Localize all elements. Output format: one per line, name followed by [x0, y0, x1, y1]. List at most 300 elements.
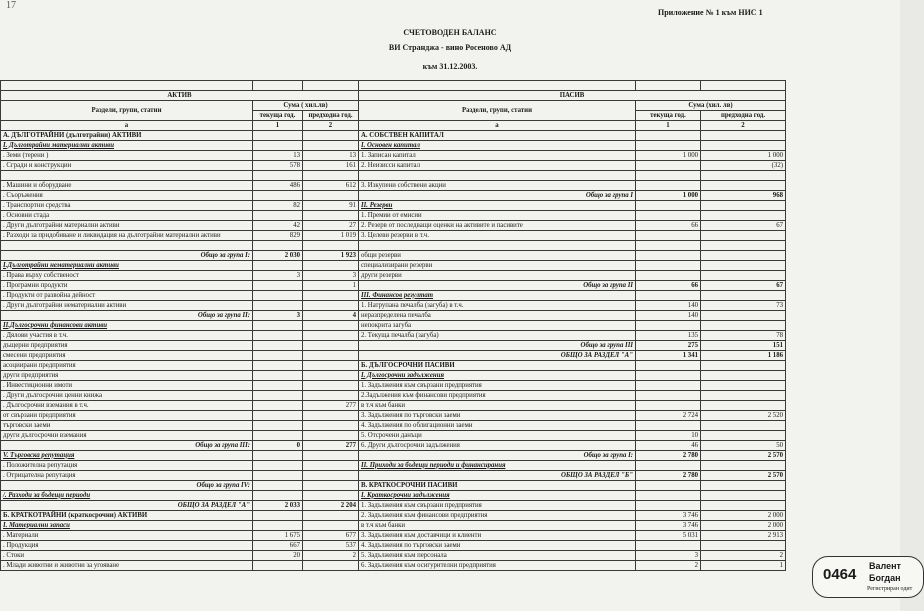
liability-previous-value: [701, 461, 786, 471]
liability-current-value: [636, 401, 701, 411]
header-gap: [303, 81, 359, 91]
table-row: [1, 201, 786, 211]
liabilities-sections-header: Раздели, групи, статии: [359, 101, 636, 121]
liability-current-value: [636, 231, 701, 241]
table-row: [1, 211, 786, 221]
asset-item-label: . Машини и оборудване: [1, 181, 253, 191]
liability-current-value: [636, 211, 701, 221]
asset-current-value: [253, 381, 303, 391]
liability-previous-value: [701, 231, 786, 241]
header-gap: [359, 81, 636, 91]
liability-previous-value: [701, 181, 786, 191]
table-row: [1, 291, 786, 301]
asset-previous-value: [303, 491, 359, 501]
table-row: [1, 491, 786, 501]
liability-current-value: [636, 261, 701, 271]
asset-current-value: 2 033: [253, 501, 303, 511]
table-header: [1, 81, 786, 131]
liability-current-value: 2 724: [636, 411, 701, 421]
asset-previous-value: [303, 351, 359, 361]
liability-previous-value: [701, 421, 786, 431]
liability-current-value: [636, 501, 701, 511]
asset-previous-value: [303, 431, 359, 441]
asset-previous-value: 13: [303, 151, 359, 161]
liability-current-value: [636, 491, 701, 501]
asset-previous-value: 1: [303, 281, 359, 291]
liability-previous-value: [701, 361, 786, 371]
liability-item-label: 2. Неизиссн капитал: [359, 161, 636, 171]
asset-current-value: 829: [253, 231, 303, 241]
liability-item-label: 1. Задължения към свързани предприятия: [359, 381, 636, 391]
liability-previous-value: 1 186: [701, 351, 786, 361]
col-1-label: 1: [636, 121, 701, 131]
liability-item-label: 6. Задължения към осигурителни предприятия: [359, 561, 636, 571]
table-row: [1, 171, 786, 181]
asset-item-label: [1, 241, 253, 251]
table-row: [1, 231, 786, 241]
liability-item-label: 3. Задължения към доставчици и клиенти: [359, 531, 636, 541]
liability-item-label: ІІ. Резерви: [359, 201, 636, 211]
asset-current-value: [253, 451, 303, 461]
liability-current-value: [636, 361, 701, 371]
liability-item-label: І. Основен капитал: [359, 141, 636, 151]
liability-item-label: 3. Целеви резерви в т.ч.: [359, 231, 636, 241]
table-row: [1, 461, 786, 471]
asset-current-value: [253, 561, 303, 571]
asset-current-value: [253, 131, 303, 141]
asset-previous-value: 4: [303, 311, 359, 321]
table-body: [1, 131, 786, 571]
asset-item-label: . Продукция: [1, 541, 253, 551]
liability-current-value: [636, 201, 701, 211]
liability-current-value: [636, 371, 701, 381]
table-row: [1, 451, 786, 461]
liability-item-label: А. СОБСТВЕН КАПИТАЛ: [359, 131, 636, 141]
table-row: [1, 441, 786, 451]
liability-current-value: [636, 251, 701, 261]
liability-current-value: [636, 321, 701, 331]
liability-current-value: 66: [636, 281, 701, 291]
liability-item-label: други резерви: [359, 271, 636, 281]
table-row: [1, 141, 786, 151]
liability-current-value: [636, 421, 701, 431]
asset-previous-value: [303, 321, 359, 331]
liability-previous-value: 2 570: [701, 471, 786, 481]
table-row: [1, 361, 786, 371]
asset-current-value: 578: [253, 161, 303, 171]
asset-current-value: [253, 471, 303, 481]
liability-previous-value: [701, 481, 786, 491]
asset-previous-value: [303, 141, 359, 151]
table-row: [1, 401, 786, 411]
asset-previous-value: [303, 171, 359, 181]
liability-item-label: в т.ч към банки: [359, 521, 636, 531]
liability-item-label: 4. Задължения по търговски заеми: [359, 541, 636, 551]
asset-item-label: смесени предприятия: [1, 351, 253, 361]
liability-current-value: [636, 271, 701, 281]
liability-current-value: [636, 391, 701, 401]
liability-item-label: В. КРАТКОСРОЧНИ ПАСИВИ: [359, 481, 636, 491]
asset-current-value: 13: [253, 151, 303, 161]
liability-current-value: 3 746: [636, 521, 701, 531]
asset-current-value: 2 030: [253, 251, 303, 261]
asset-previous-value: [303, 331, 359, 341]
asset-current-value: 486: [253, 181, 303, 191]
asset-item-label: . Съоръжения: [1, 191, 253, 201]
liability-previous-value: [701, 311, 786, 321]
asset-previous-value: [303, 521, 359, 531]
liability-previous-value: [701, 271, 786, 281]
corner-mark: 17: [6, 0, 16, 11]
table-row: [1, 191, 786, 201]
asset-item-label: . Стоки: [1, 551, 253, 561]
asset-current-value: [253, 341, 303, 351]
assets-header: АКТИВ: [1, 91, 359, 101]
table-row: [1, 331, 786, 341]
asset-previous-value: 3: [303, 271, 359, 281]
asset-current-value: [253, 321, 303, 331]
liability-previous-value: 67: [701, 221, 786, 231]
table-row: [1, 381, 786, 391]
asset-current-value: [253, 261, 303, 271]
asset-previous-value: 677: [303, 531, 359, 541]
liability-item-label: 1. Премии от емисии: [359, 211, 636, 221]
assets-previous-header: предходна год.: [303, 111, 359, 121]
asset-item-label: Общо за група ІV:: [1, 481, 253, 491]
liability-previous-value: 2 913: [701, 531, 786, 541]
asset-previous-value: [303, 371, 359, 381]
liability-item-label: 5. Отсрочени данъци: [359, 431, 636, 441]
asset-previous-value: 2 204: [303, 501, 359, 511]
liability-current-value: [636, 291, 701, 301]
asset-current-value: 1 675: [253, 531, 303, 541]
liability-previous-value: [701, 321, 786, 331]
liability-item-label: І. Дългосрочни задължения: [359, 371, 636, 381]
liability-current-value: 2: [636, 561, 701, 571]
liability-previous-value: 2 000: [701, 521, 786, 531]
asset-item-label: А. ДЪЛГОТРАЙНИ (дълготрайни) АКТИВИ: [1, 131, 253, 141]
asset-previous-value: 277: [303, 441, 359, 451]
auditor-stamp: [812, 556, 924, 598]
liability-current-value: [636, 461, 701, 471]
liability-previous-value: (32): [701, 161, 786, 171]
liability-previous-value: 1 000: [701, 151, 786, 161]
liability-previous-value: 50: [701, 441, 786, 451]
liability-item-label: 2. Резерв от последващи оценки на активите и пасивите: [359, 221, 636, 231]
stamp-subtitle: Регистриран одит: [867, 586, 913, 592]
liability-previous-value: [701, 141, 786, 151]
liability-item-label: 3. Задължения по търговски заеми: [359, 411, 636, 421]
asset-previous-value: [303, 131, 359, 141]
asset-current-value: [253, 191, 303, 201]
liability-previous-value: 73: [701, 301, 786, 311]
asset-item-label: асоциирани предприятия: [1, 361, 253, 371]
asset-item-label: . Дялови участия в т.ч.: [1, 331, 253, 341]
asset-item-label: . Дългосрочни вземания в т.ч.: [1, 401, 253, 411]
liabilities-sum-header: Сума (хил. лв): [636, 101, 786, 111]
liability-current-value: [636, 381, 701, 391]
asset-item-label: . Основни стада: [1, 211, 253, 221]
asset-item-label: търговски заеми: [1, 421, 253, 431]
asset-item-label: [1, 171, 253, 181]
liability-current-value: 1 000: [636, 151, 701, 161]
liability-previous-value: [701, 501, 786, 511]
report-date: към 31.12.2003.: [422, 62, 478, 71]
liability-current-value: 275: [636, 341, 701, 351]
liability-item-label: 6. Други дългосрочни задължения: [359, 441, 636, 451]
asset-item-label: ІІ.Дългосрочни финансови активи: [1, 321, 253, 331]
appendix-note: Приложение № 1 към НИС 1: [658, 8, 763, 17]
assets-current-header: текуща год.: [253, 111, 303, 121]
asset-current-value: 3: [253, 311, 303, 321]
asset-item-label: . Материали: [1, 531, 253, 541]
document-title: СЧЕТОВОДЕН БАЛАНС: [403, 28, 497, 37]
liability-current-value: 5 031: [636, 531, 701, 541]
asset-item-label: . Продукти от развойна дейност: [1, 291, 253, 301]
asset-item-label: . Други дълготрайни материални активи: [1, 221, 253, 231]
liability-current-value: 140: [636, 301, 701, 311]
asset-previous-value: 612: [303, 181, 359, 191]
liability-previous-value: [701, 391, 786, 401]
header-gap: [701, 81, 786, 91]
header-gap: [1, 81, 253, 91]
table-row: [1, 481, 786, 491]
asset-item-label: . Сгради и конструкции: [1, 161, 253, 171]
liability-item-label: 2.Задължения към финансови предприятия: [359, 391, 636, 401]
asset-item-label: . Положителна репутация: [1, 461, 253, 471]
asset-current-value: [253, 241, 303, 251]
asset-previous-value: [303, 461, 359, 471]
balance-sheet-table: [0, 80, 786, 571]
liability-item-label: 2. Текуща печалба (загуба): [359, 331, 636, 341]
table-row: [1, 531, 786, 541]
asset-previous-value: 2: [303, 551, 359, 561]
asset-item-label: . Транспортни средства: [1, 201, 253, 211]
asset-current-value: [253, 511, 303, 521]
asset-item-label: . Други дълготрайни нематериални активи: [1, 301, 253, 311]
liability-item-label: І. Краткосрочни задължения: [359, 491, 636, 501]
asset-current-value: [253, 331, 303, 341]
asset-previous-value: 1 019: [303, 231, 359, 241]
asset-item-label: . Инвестиционни имоти: [1, 381, 253, 391]
stamp-name-line2: Богдан: [869, 573, 901, 583]
liability-previous-value: 968: [701, 191, 786, 201]
asset-item-label: от свързани предприятия: [1, 411, 253, 421]
liability-current-value: 135: [636, 331, 701, 341]
asset-item-label: /. Разходи за бъдещи периоди: [1, 491, 253, 501]
table-row: [1, 251, 786, 261]
asset-current-value: [253, 391, 303, 401]
liability-previous-value: [701, 431, 786, 441]
liability-item-label: Б. ДЪЛГОСРОЧНИ ПАСИВИ: [359, 361, 636, 371]
liability-previous-value: 2: [701, 551, 786, 561]
liability-current-value: 140: [636, 311, 701, 321]
asset-current-value: [253, 141, 303, 151]
asset-current-value: 20: [253, 551, 303, 561]
table-row: [1, 241, 786, 251]
asset-item-label: І.Дълготрайни нематериални активи: [1, 261, 253, 271]
table-row: [1, 351, 786, 361]
liability-item-label: ІІ. Приходи за бъдещи периоди и финансирания: [359, 461, 636, 471]
asset-item-label: дъщерни предприятия: [1, 341, 253, 351]
liability-previous-value: 67: [701, 281, 786, 291]
assets-sections-header: Раздели, групи, статии: [1, 101, 253, 121]
asset-item-label: . Земи (терени ): [1, 151, 253, 161]
table-row: [1, 181, 786, 191]
liability-item-label: 4. Задължения по облигационни заеми: [359, 421, 636, 431]
table-row: [1, 261, 786, 271]
asset-previous-value: [303, 391, 359, 401]
liability-current-value: 10: [636, 431, 701, 441]
liability-current-value: [636, 161, 701, 171]
liability-item-label: 3. Изкупени собствени акции: [359, 181, 636, 191]
stamp-number: 0464: [823, 566, 857, 583]
asset-previous-value: [303, 511, 359, 521]
table-row: [1, 221, 786, 231]
asset-previous-value: [303, 211, 359, 221]
table-row: [1, 341, 786, 351]
liability-current-value: 66: [636, 221, 701, 231]
asset-item-label: І. Материални запаси: [1, 521, 253, 531]
asset-previous-value: [303, 301, 359, 311]
asset-current-value: 3: [253, 271, 303, 281]
liability-previous-value: 151: [701, 341, 786, 351]
table-row: [1, 551, 786, 561]
table-row: [1, 511, 786, 521]
asset-item-label: Общо за група І:: [1, 251, 253, 261]
liability-item-label: ОБЩО ЗА РАЗДЕЛ "Б": [359, 471, 636, 481]
asset-current-value: [253, 291, 303, 301]
asset-item-label: . Разходи за придобиване и ликвидация на дълготрайни материални активи: [1, 231, 253, 241]
asset-current-value: [253, 481, 303, 491]
asset-current-value: [253, 431, 303, 441]
asset-current-value: 82: [253, 201, 303, 211]
table-row: [1, 411, 786, 421]
asset-item-label: . Права върху собственост: [1, 271, 253, 281]
asset-previous-value: 537: [303, 541, 359, 551]
liability-current-value: 3: [636, 551, 701, 561]
asset-current-value: [253, 491, 303, 501]
assets-sum-header: Сума ( хил.лв): [253, 101, 359, 111]
liabilities-current-header: текуща год.: [636, 111, 701, 121]
liability-current-value: 3 746: [636, 511, 701, 521]
table-row: [1, 391, 786, 401]
asset-current-value: [253, 371, 303, 381]
table-row: [1, 431, 786, 441]
liability-previous-value: [701, 201, 786, 211]
header-gap: [636, 81, 701, 91]
table-row: [1, 541, 786, 551]
liability-item-label: 2. Задължения към финансови предприятия: [359, 511, 636, 521]
asset-previous-value: [303, 471, 359, 481]
liability-previous-value: [701, 131, 786, 141]
liability-previous-value: [701, 491, 786, 501]
asset-previous-value: [303, 261, 359, 271]
asset-previous-value: 27: [303, 221, 359, 231]
asset-previous-value: [303, 191, 359, 201]
liability-current-value: 1 341: [636, 351, 701, 361]
liability-current-value: 2 780: [636, 451, 701, 461]
liability-previous-value: [701, 291, 786, 301]
asset-current-value: [253, 351, 303, 361]
liability-previous-value: [701, 171, 786, 181]
liability-item-label: 5. Задължения към персонала: [359, 551, 636, 561]
liability-previous-value: 2 570: [701, 451, 786, 461]
liability-previous-value: [701, 211, 786, 221]
col-2-label: 2: [701, 121, 786, 131]
liability-current-value: 2 780: [636, 471, 701, 481]
header-gap: [253, 81, 303, 91]
asset-previous-value: [303, 381, 359, 391]
liability-previous-value: 1: [701, 561, 786, 571]
liability-previous-value: 2 000: [701, 511, 786, 521]
asset-previous-value: [303, 291, 359, 301]
liability-item-label: ОБЩО ЗА РАЗДЕЛ "А": [359, 351, 636, 361]
asset-current-value: [253, 401, 303, 411]
liability-current-value: [636, 241, 701, 251]
asset-current-value: 42: [253, 221, 303, 231]
liability-previous-value: [701, 261, 786, 271]
liabilities-header: ПАСИВ: [359, 91, 786, 101]
table-row: [1, 161, 786, 171]
asset-item-label: други дългосрочни вземания: [1, 431, 253, 441]
liabilities-previous-header: предходна год.: [701, 111, 786, 121]
liability-previous-value: [701, 401, 786, 411]
asset-item-label: . Отрицателна репутация: [1, 471, 253, 481]
col-a-label: а: [1, 121, 253, 131]
liability-current-value: [636, 481, 701, 491]
liability-item-label: Общо за група І:: [359, 451, 636, 461]
asset-item-label: І. Дълготрайни материални активи: [1, 141, 253, 151]
liability-item-label: Общо за група ІІІ: [359, 341, 636, 351]
liability-current-value: 1 000: [636, 191, 701, 201]
table-row: [1, 371, 786, 381]
liability-current-value: [636, 181, 701, 191]
liability-previous-value: 78: [701, 331, 786, 341]
liability-previous-value: [701, 541, 786, 551]
asset-previous-value: [303, 421, 359, 431]
asset-previous-value: [303, 481, 359, 491]
asset-current-value: [253, 411, 303, 421]
liability-item-label: в т.ч към банки: [359, 401, 636, 411]
liability-item-label: 1. Записан капитал: [359, 151, 636, 161]
table-row: [1, 271, 786, 281]
asset-item-label: V. Търговска репутация: [1, 451, 253, 461]
asset-current-value: 667: [253, 541, 303, 551]
asset-item-label: Общо за група ІІІ:: [1, 441, 253, 451]
table-row: [1, 501, 786, 511]
asset-current-value: [253, 211, 303, 221]
col-2-label: 2: [303, 121, 359, 131]
liability-item-label: специализирани резерви: [359, 261, 636, 271]
asset-item-label: . Млади животни и животни за угояване: [1, 561, 253, 571]
table-row: [1, 301, 786, 311]
asset-previous-value: [303, 451, 359, 461]
asset-previous-value: 277: [303, 401, 359, 411]
stamp-name-line1: Валент: [869, 561, 901, 571]
liability-item-label: общи резерви: [359, 251, 636, 261]
company-name: ВИ Странджа - вино Росеново АД: [388, 43, 512, 52]
asset-item-label: Б. КРАТКОТРАЙНИ (краткосрочни) АКТИВИ: [1, 511, 253, 521]
asset-current-value: [253, 281, 303, 291]
table-row: [1, 421, 786, 431]
asset-current-value: [253, 461, 303, 471]
asset-previous-value: 161: [303, 161, 359, 171]
table-row: [1, 521, 786, 531]
liability-item-label: [359, 241, 636, 251]
liability-previous-value: [701, 251, 786, 261]
asset-item-label: . Други дългосрочни ценни книжа: [1, 391, 253, 401]
